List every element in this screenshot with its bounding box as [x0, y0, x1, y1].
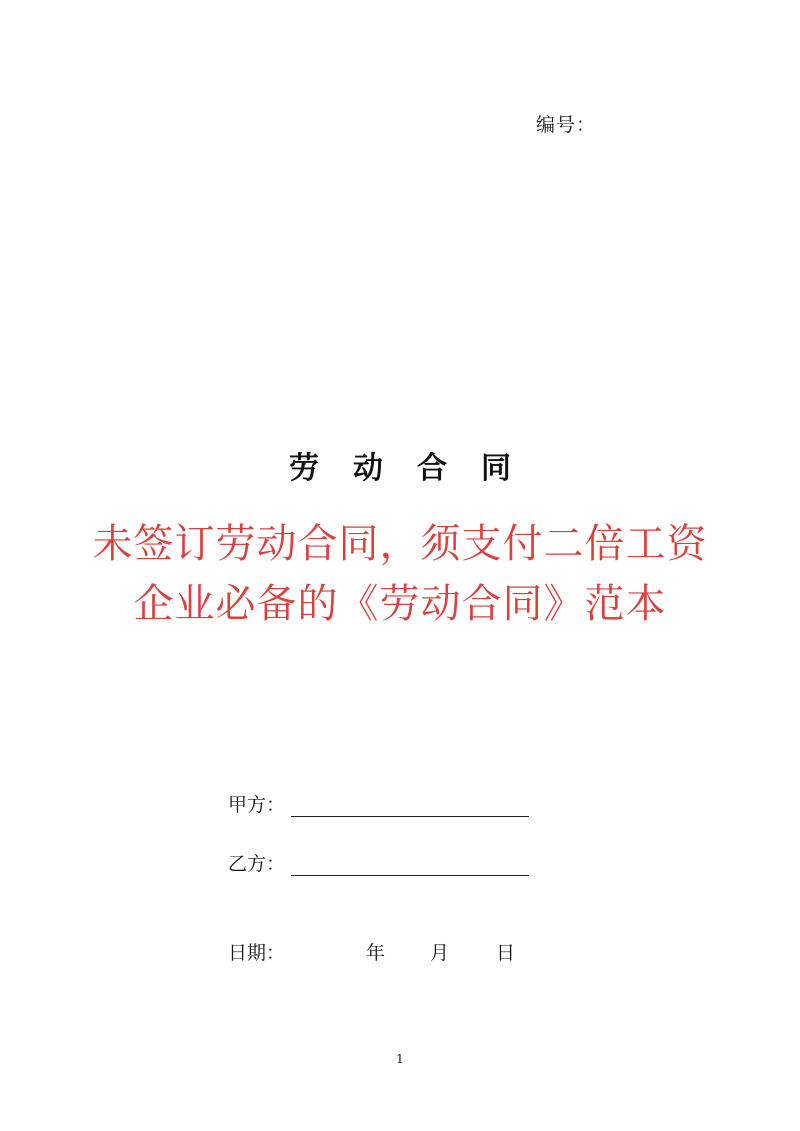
date-label: 日期： — [228, 942, 286, 964]
promo-headline: 未签订劳动合同，须支付二倍工资 — [92, 521, 708, 567]
party-a-field[interactable] — [291, 794, 529, 817]
date-year-label: 年 — [366, 942, 386, 964]
page-number: 1 — [396, 1052, 404, 1066]
party-b-label: 乙方： — [228, 853, 286, 875]
document-title: 劳动合同 — [289, 451, 545, 486]
party-a-row — [228, 790, 529, 817]
date-month-label: 月 — [430, 942, 450, 964]
party-b-row — [228, 849, 529, 876]
promo-subheadline: 企业必备的《劳动合同》范本 — [133, 581, 667, 627]
date-day-label: 日 — [496, 942, 516, 964]
serial-number-label: 编号： — [536, 114, 597, 136]
party-b-field[interactable] — [291, 853, 529, 876]
party-a-label: 甲方： — [228, 794, 286, 816]
